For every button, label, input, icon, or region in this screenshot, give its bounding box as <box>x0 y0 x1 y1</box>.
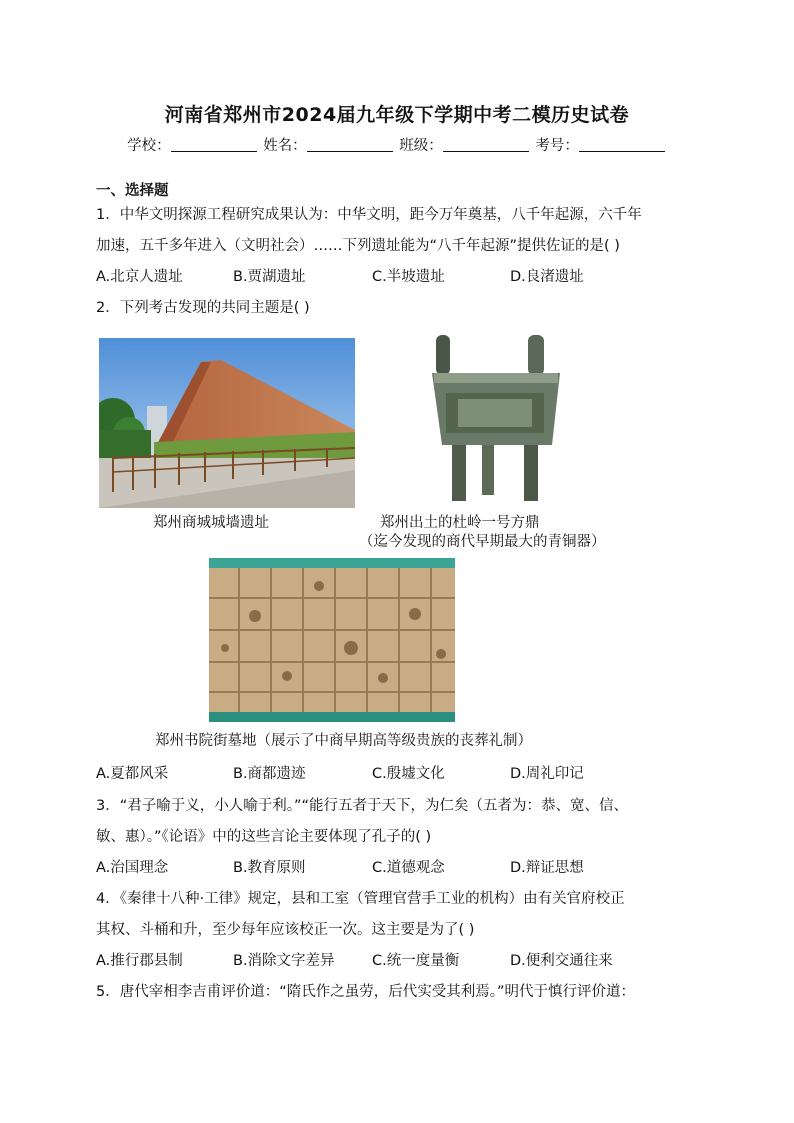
q1-option-b[interactable]: B.贾湖遗址 <box>233 269 306 285</box>
q2-option-a[interactable]: A.夏都风采 <box>96 766 169 782</box>
school-label: 学校： <box>127 138 171 154</box>
q3-option-d[interactable]: D.辩证思想 <box>510 860 584 876</box>
q4-stem-line2: 其权、斗桶和升，至少每年应该校正一次。这主要是为了( ) <box>96 922 475 938</box>
exam-title: 河南省郑州市2024届九年级下学期中考二模历史试卷 <box>164 104 630 126</box>
name-blank[interactable] <box>307 137 393 152</box>
q2-option-c[interactable]: C.殷墟文化 <box>372 766 445 782</box>
q1-stem-line1: 1．中华文明探源工程研究成果认为：中华文明，距今万年奠基，八千年起源，六千年 <box>96 207 642 223</box>
q4-option-b[interactable]: B.消除文字差异 <box>233 953 335 969</box>
school-blank[interactable] <box>171 137 257 152</box>
q1-option-d[interactable]: D.良渚遗址 <box>510 269 584 285</box>
q3-option-c[interactable]: C.道德观念 <box>372 860 445 876</box>
class-blank[interactable] <box>443 137 529 152</box>
q4-option-a[interactable]: A.推行郡县制 <box>96 953 183 969</box>
tomb-site-aerial-photo <box>209 558 455 722</box>
q3-option-a[interactable]: A.治国理念 <box>96 860 169 876</box>
q1-option-a[interactable]: A.北京人遗址 <box>96 269 183 285</box>
class-label: 班级： <box>399 138 443 154</box>
exam-number-label: 考号： <box>535 138 579 154</box>
q2-option-b[interactable]: B.商都遗迹 <box>233 766 306 782</box>
student-info-line <box>0 134 794 155</box>
section-heading: 一、选择题 <box>96 183 169 199</box>
q3-option-b[interactable]: B.教育原则 <box>233 860 306 876</box>
bronze-ding-photo <box>428 333 564 505</box>
exam-number-blank[interactable] <box>579 137 665 152</box>
q4-option-c[interactable]: C.统一度量衡 <box>372 953 460 969</box>
q1-stem-line2: 加速，五千多年进入（文明社会）……下列遗址能为“八千年起源”提供佐证的是( ) <box>96 238 620 254</box>
tomb-site-caption: 郑州书院街墓地（展示了中商早期高等级贵族的丧葬礼制） <box>155 733 532 749</box>
q5-stem-line1: 5．唐代宰相李吉甫评价道：“隋氏作之虽劳，后代实受其利焉。”明代于慎行评价道： <box>96 984 635 1000</box>
q1-option-c[interactable]: C.半坡遗址 <box>372 269 445 285</box>
q4-option-d[interactable]: D.便利交通往来 <box>510 953 613 969</box>
city-wall-photo <box>99 338 355 508</box>
q3-stem-line1: 3．“君子喻于义，小人喻于利。”“能行五者于天下，为仁矣（五者为：恭、宽、信、 <box>96 798 629 814</box>
q2-option-d[interactable]: D.周礼印记 <box>510 766 584 782</box>
ding-caption-line2: （迄今发现的商代早期最大的青铜器） <box>359 534 606 550</box>
q2-stem: 2．下列考古发现的共同主题是( ) <box>96 300 310 316</box>
q3-stem-line2: 敏、惠）。”《论语》中的这些言论主要体现了孔子的( ) <box>96 829 432 845</box>
q4-stem-line1: 4．《秦律十八种·工律》规定，县和工室（管理官营手工业的机构）由有关官府校正 <box>96 891 625 907</box>
name-label: 姓名： <box>263 138 307 154</box>
ding-caption-line1: 郑州出土的杜岭一号方鼎 <box>380 515 540 531</box>
city-wall-caption: 郑州商城城墙遗址 <box>153 515 269 531</box>
